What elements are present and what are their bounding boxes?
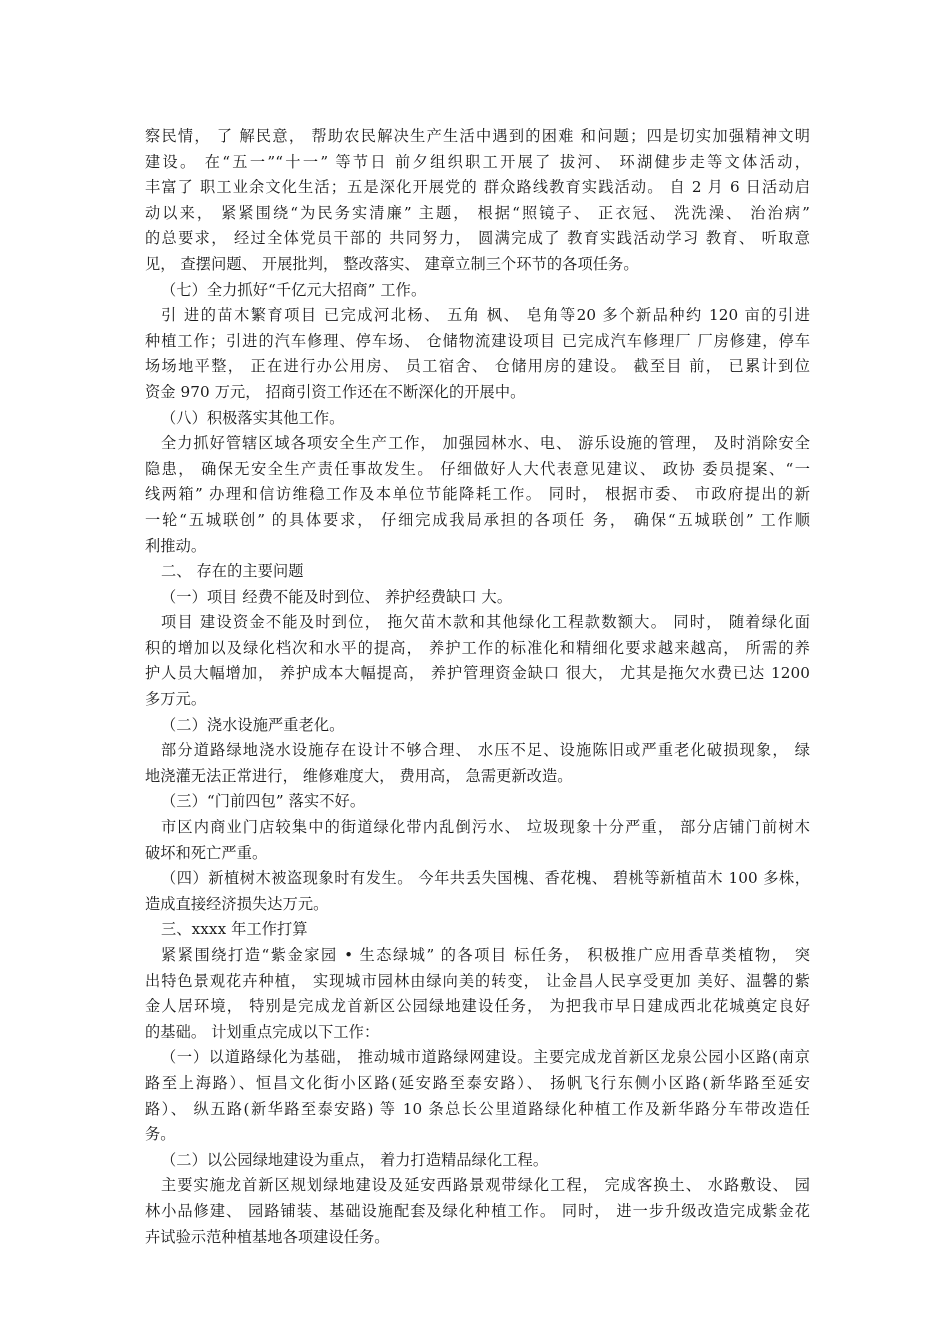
text-line: 动以来， 紧紧围绕“为民务实清廉” 主题， 根据“照镜子、 正衣冠、 洗洗澡、 治治病” — [145, 203, 810, 222]
text-line: 资金 970 万元， 招商引资工作还在不断深化的开展中。 — [145, 382, 526, 401]
text-line: （一）项目 经费不能及时到位、 养护经费缺口 大。 — [161, 587, 513, 606]
text-line: （四）新植树木被盗现象时有发生。 今年共丢失国槐、香花槐、 碧桃等新植苗木 100 多株， — [161, 869, 810, 888]
text-line: （一）以道路绿化为基础， 推动城市道路绿网建设。主要完成龙首新区龙泉公园小区路(南京 — [161, 1048, 810, 1067]
text-line: 种植工作；引进的汽车修理、停车场、 仓储物流建设项目 已完成汽车修理厂 厂房修建，停车 — [145, 331, 810, 350]
text-line: 主要实施龙首新区规划绿地建设及延安西路景观带绿化工程， 完成客换土、 水路敷设、 园 — [161, 1176, 810, 1195]
text-line: 金人居环境， 特别是完成龙首新区公园绿地建设任务， 为把我市早日建成西北花城奠定良好 — [145, 997, 810, 1016]
text-line: 卉试验示范种植基地各项建设任务。 — [145, 1227, 390, 1246]
document-body — [145, 124, 810, 1250]
text-line: （八）积极落实其他工作。 — [161, 408, 345, 427]
text-line: 察民情， 了 解民意， 帮助农民解决生产生活中遇到的困难 和问题；四是切实加强精神文明 — [145, 127, 810, 145]
text-line: 积的增加以及绿化档次和水平的提高， 养护工作的标准化和精细化要求越来越高， 所需的养 — [145, 638, 810, 657]
text-line: 市区内商业门店较集中的街道绿化带内乱倒污水、 垃圾现象十分严重， 部分店铺门前树木 — [161, 818, 810, 837]
text-line: 的基础。 计划重点完成以下工作： — [145, 1022, 380, 1041]
text-line: 线两箱” 办理和信访维稳工作及本单位节能降耗工作。 同时， 根据市委、 市政府提出的新 — [145, 485, 810, 504]
text-line: 三、xxxx 年工作打算 — [161, 920, 308, 939]
text-line: 一轮“五城联创” 的具体要求， 仔细完成我局承担的各项任 务， 确保“五城联创” 工作顺 — [145, 510, 810, 529]
text-line: 部分道路绿地浇水设施存在设计不够合理、 水压不足、设施陈旧或严重老化破损现象， 绿 — [161, 741, 810, 760]
text-line: 丰富了 职工业余文化生活；五是深化开展党的 群众路线教育实践活动。 自 2 月 6 日活动启 — [145, 178, 810, 197]
text-line: 全力抓好管辖区域各项安全生产工作， 加强园林水、电、 游乐设施的管理， 及时消除安全 — [161, 434, 810, 453]
text-line: 紧紧围绕打造“紫金家园 • 生态绿城” 的各项目 标任务， 积极推广应用香草类植物， 突 — [161, 946, 810, 964]
text-line: 的总要求， 经过全体党员干部的 共同努力， 圆满完成了 教育实践活动学习 教育、 听取意 — [145, 229, 810, 248]
text-line: 二、 存在的主要问题 — [161, 562, 304, 581]
text-line: （二）浇水设施严重老化。 — [161, 715, 345, 734]
text-line: 地浇灌无法正常进行， 维修难度大， 费用高， 急需更新改造。 — [145, 766, 573, 785]
text-line: 隐患， 确保无安全生产责任事故发生。 仔细做好人大代表意见建议、 政协 委员提案、“一 — [145, 459, 810, 478]
text-line: 见， 查摆问题、 开展批判， 整改落实、 建章立制三个环节的各项任务。 — [145, 254, 639, 273]
text-line: （二）以公园绿地建设为重点， 着力打造精品绿化工程。 — [161, 1150, 549, 1169]
text-line: 路至上海路）、恒昌文化街小区路(延安路至泰安路）、 扬帆飞行东侧小区路(新华路至延安 — [145, 1073, 810, 1092]
text-line: 路）、 纵五路(新华路至泰安路) 等 10 条总长公里道路绿化种植工作及新华路分车带改造任 — [145, 1099, 810, 1118]
text-line: （七）全力抓好“千亿元大招商” 工作。 — [161, 280, 427, 299]
text-line: 场场地平整， 正在进行办公用房、 员工宿舍、 仓储用房的建设。 截至目 前， 已累计到位 — [145, 357, 810, 376]
text-line: 林小品修建、 园路铺装、基础设施配套及绿化种植工作。 同时， 进一步升级改造完成紫金花 — [145, 1201, 810, 1220]
text-line: 出特色景观花卉种植， 实现城市园林由绿向美的转变， 让金昌人民享受更加 美好、温馨的紫 — [145, 971, 810, 990]
text-line: 务。 — [145, 1125, 176, 1144]
text-line: 引 进的苗木繁育项目 已完成河北杨、 五角 枫、 皂角等20 多个新品种约 120 亩的引进 — [161, 306, 810, 325]
text-line: 项目 建设资金不能及时到位， 拖欠苗木款和其他绿化工程款数额大。 同时， 随着绿化面 — [161, 613, 810, 632]
text-line: 护人员大幅增加， 养护成本大幅提高， 养护管理资金缺口 很大， 尤其是拖欠水费已达 1200 — [145, 664, 810, 683]
text-line: 利推动。 — [145, 536, 207, 555]
text-line: 多万元。 — [145, 690, 207, 709]
text-line: 破坏和死亡严重。 — [145, 843, 268, 862]
text-line: （三）“门前四包” 落实不好。 — [161, 792, 366, 811]
text-line: 建设。 在“五一”“十一” 等节日 前夕组织职工开展了 拔河、 环湖健步走等文体活动， — [145, 152, 810, 171]
text-line: 造成直接经济损失达万元。 — [145, 894, 329, 913]
